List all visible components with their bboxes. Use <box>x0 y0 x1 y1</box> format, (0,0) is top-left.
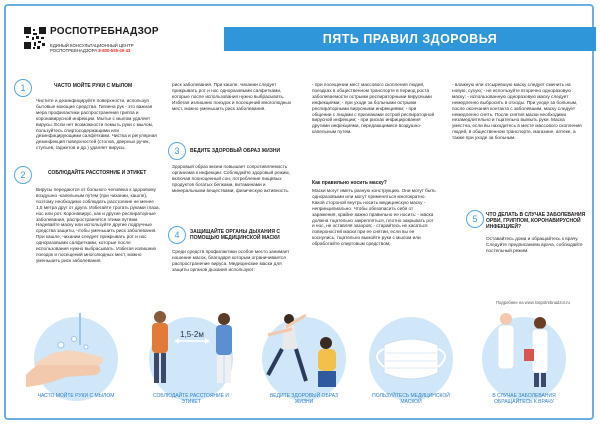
rule-3-heading: ВЕДИТЕ ЗДОРОВЫЙ ОБРАЗ ЖИЗНИ <box>190 148 281 154</box>
rule-5-heading: ЧТО ДЕЛАТЬ В СЛУЧАЕ ЗАБОЛЕВАНИЯ ОРВИ, ГРИППОМ, КОРОНАВИРУСНОЙ ИНФЕКЦИЕЙ? <box>486 212 586 230</box>
rule-4-mask-wearing-text: Маски могут иметь разную конструкцию. Они могут быть одноразовыми или могут применяться многократно. Какой стороной внутрь носить медицинскую маску - непринципиально. Чтобы обезопасить себя от заражения, крайне важно правильно ее носить: - маска должна тщательно закрепляться, плотно закрывать рот и нос, не оставляя зазоров; - старайтесь не касаться поверхностей маски при ее снятии, если вы ее коснулись, тщательно вымойте руки с мылом или обработайте спиртовым средством; <box>312 188 436 247</box>
rule-4-text: Среди средств профилактики особое место занимает ношение масок, благодаря которым ограничивается распространение вируса. Медицинские маски для защиты органов дыхания используют: <box>172 249 290 272</box>
rule-4-heading: ЗАЩИЩАЙТЕ ОРГАНЫ ДЫХАНИЯ С ПОМОЩЬЮ МЕДИЦИНСКОЙ МАСКИ <box>190 229 280 241</box>
rule-5-number: 5 <box>466 210 484 228</box>
rule-1-heading: ЧАСТО МОЙТЕ РУКИ С МЫЛОМ <box>54 83 133 89</box>
org-line-1: ЕДИНЫЙ КОНСУЛЬТАЦИОННЫЙ ЦЕНТР <box>50 43 134 48</box>
caption-handwash: ЧАСТО МОЙТЕ РУКИ С МЫЛОМ <box>37 393 115 399</box>
rule-4-subheading: Как правильно носить маску? <box>312 180 387 186</box>
distance-label: 1,5-2м <box>180 330 204 339</box>
rule-5-text: Оставайтесь дома и обращайтесь к врачу. Следуйте предписаниям врача, соблюдайте постельный режим. <box>486 236 583 253</box>
rule-4-number: 4 <box>168 226 186 244</box>
rule-1-number: 1 <box>14 79 32 97</box>
website-credit: Подробнее на www.rospotrebnadzor.ru <box>496 300 570 305</box>
rule-1-text: Чистите и дезинфицируйте поверхности, используя бытовые моющие средства. Гигиена рук - это важная мера профилактики распространения гриппа и коронавирусной инфекции. Мытье с мылом удаляет вирусы. Если нет возможности помыть руки с мылом, пользуйтесь спиртосодержащими или дезинфицирующими салфетками. Чистка и регулярная дезинфекция поверхностей (столов, дверных ручек, стульев, гаджетов и др.) удаляет вирусы. <box>36 98 157 151</box>
org-name: РОСПОТРЕБНАДЗОР <box>50 26 159 37</box>
rule-4-mask-text-continued: - влажную или отсыревшую маску следует сменить на новую, сухую; - не используйте вторично одноразовую маску; - использованную одноразовую маску следует немедленно выбросить в отходы. При уходе за больным, после окончания контакта с заболевшим, маску следует немедленно снять. После снятия маски необходимо незамедлительно и тщательно вымыть руки. Маска уместна, если вы находитесь в месте массового скопления людей, в общественном транспорте, магазине, аптеке, а также при уходе за больным. <box>452 82 582 141</box>
rule-2-heading: СОБЛЮДАЙТЕ РАССТОЯНИЕ И ЭТИКЕТ <box>48 170 147 176</box>
page-title: ПЯТЬ ПРАВИЛ ЗДОРОВЬЯ <box>224 27 596 51</box>
org-subtitle <box>50 43 210 53</box>
rule-2-text-continued: риск заболевания. При кашле, чихании следует прикрывать рот и нос одноразовыми салфетками, которые после использования нужно выбрасывать. Избегая излишних поездок и посещений многолюдных мест, можно уменьшить риск заболевания. <box>172 82 292 111</box>
caption-distance: СОБЛЮДАЙТЕ РАССТОЯНИЕ И ЭТИКЕТ <box>153 393 229 405</box>
qr-code-icon <box>24 27 46 49</box>
caption-mask: ПОЛЬЗУЙТЕСЬ МЕДИЦИНСКОЙ МАСКОЙ <box>372 393 450 405</box>
rule-3-number: 3 <box>168 142 186 160</box>
org-line-2: РОСПОТРЕБНАДЗОРА <box>50 48 98 53</box>
medical-mask-icon <box>377 339 445 379</box>
hotline-phone[interactable]: 8-800-555-49-43 <box>98 48 131 53</box>
rule-4-mask-usage-list: - при посещении мест массового скопления людей, поездках в общественном транспорте в период роста заболеваемости острыми респираторными вирусными инфекциями; - при уходе за больными острыми респираторными вирусными инфекциями; - при общении с лицами с признаками острой респираторной вирусной инфекции; - при рисках инфицирования другими инфекциями, передающимися воздушно-капельным путем. <box>312 82 435 135</box>
caption-lifestyle: ВЕДИТЕ ЗДОРОВЫЙ ОБРАЗ ЖИЗНИ <box>269 393 339 405</box>
caption-doctor: В СЛУЧАЕ ЗАБОЛЕВАНИЯ ОБРАЩАЙТЕСЬ К ВРАЧУ <box>492 393 556 405</box>
rule-2-number: 2 <box>14 166 32 184</box>
rule-2-text: Вирусы передаются от больного человека к здоровому воздушно -капельным путем (при чихании, кашле), поэтому необходимо соблюдать расстояние не менее 1,5 метра друг от друга. Избегайте трогать руками глаза, нос или рот. Коронавирус, как и другие респираторные заболевания, распространяется этими путями. Надевайте маску или используйте другие подручные средства защиты, чтобы уменьшить риск заболевания. При кашле, чихании следует прикрывать рот и нос одноразовыми салфетками, которые после использования нужно выбрасывать. Избегая излишних поездок и посещений многолюдных мест, можно уменьшить риск заболевания. <box>36 187 160 263</box>
rule-3-text: Здоровый образ жизни повышает сопротивляемость организма к инфекции. Соблюдайте здоровый режим, включая полноценный сон, потребление пищевых продуктов богатых белками, витаминами и минеральными веществами, физическую активность. <box>172 164 290 193</box>
